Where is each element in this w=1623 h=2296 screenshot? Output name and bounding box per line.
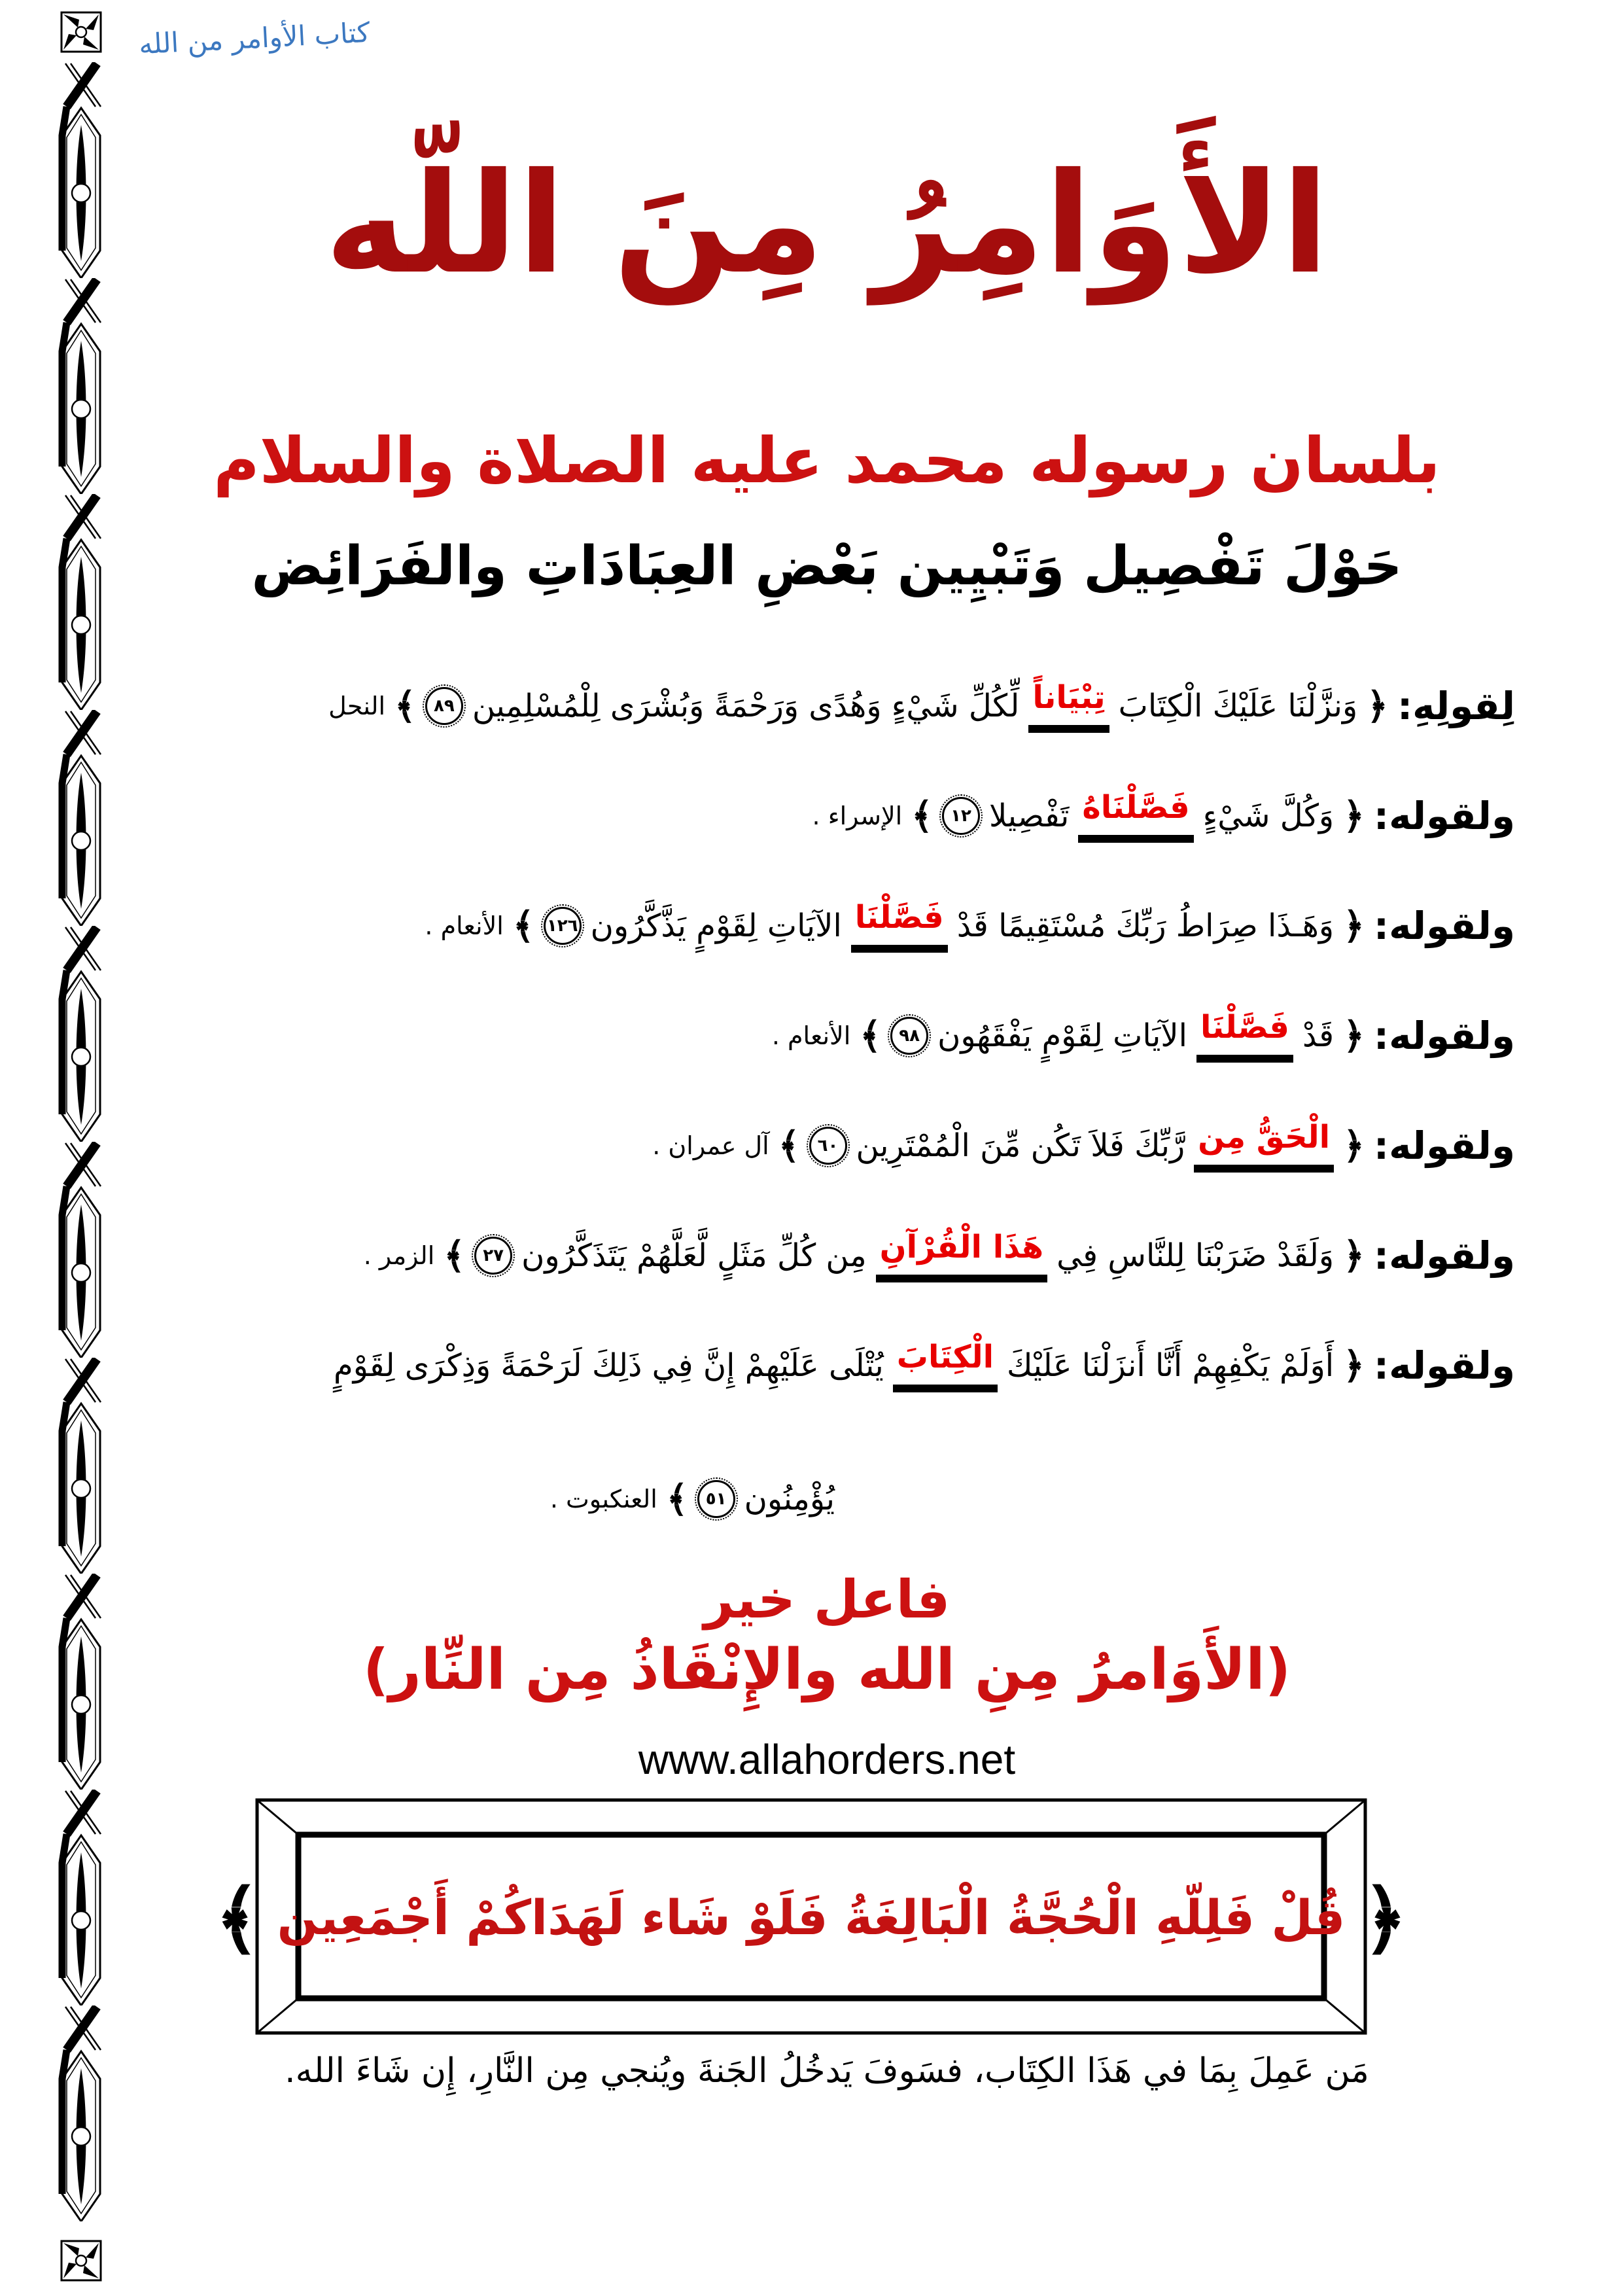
ayah-number-rosette: ٢٧: [474, 1237, 512, 1275]
ornate-close-paren-icon: ﴾: [778, 1124, 800, 1167]
highlighted-word: فَصَّلْنَاهُ: [1078, 789, 1193, 843]
surah-name: الأنعام .: [425, 911, 504, 940]
highlighted-word: فَصَّلْنَا: [1196, 1009, 1293, 1063]
verse-text: الآيَاتِ لِقَوْمٍ يَفْقَهُون: [937, 1017, 1188, 1054]
ornate-open-paren-icon: ﴿: [1343, 904, 1365, 947]
ayah-number-rosette: ١٢٦: [544, 907, 582, 945]
ornate-open-paren-icon: ﴿: [1343, 1234, 1365, 1277]
verse-text: وَهَـذَا صِرَاطُ رَبِّكَ مُسْتَقِيمًا قَدْ: [956, 908, 1335, 944]
verse-label: ولقوله:: [1373, 904, 1515, 948]
verse-row-3: [139, 871, 1515, 981]
surah-name: الزمر .: [363, 1241, 435, 1270]
verse-text: لِّكُلِّ شَيْءٍ وَهُدًى وَرَحْمَةً وَبُشْرَى لِلْمُسْلِمِين: [472, 688, 1020, 724]
verse-label: ولقوله:: [1373, 794, 1515, 838]
verse-label: لِقولِهِ:: [1397, 684, 1515, 728]
verse-row-7-continuation: [139, 1434, 1515, 1564]
surah-name: النحل: [328, 692, 386, 720]
framed-verse-content: [215, 1837, 1408, 1999]
verse-label: ولقوله:: [1373, 1014, 1515, 1058]
ayah-number-rosette: ٩٨: [890, 1017, 928, 1055]
ayah-number-rosette: ٥١: [697, 1480, 735, 1518]
verse-text: أَوَلَمْ يَكْفِهِمْ أَنَّا أَنزَلْنَا عَلَيْكَ: [1007, 1347, 1335, 1384]
highlighted-word: هَذَا الْقُرْآنِ: [876, 1229, 1047, 1282]
ornate-open-paren-icon: ﴿: [1343, 1344, 1365, 1387]
framed-verse-text: قُلْ فَلِلّهِ الْحُجَّةُ الْبَالِغَةُ فَلَوْ شَاء لَهَدَاكُمْ أَجْمَعِين: [277, 1890, 1346, 1946]
ornate-close-paren-icon: ﴾: [512, 904, 534, 947]
page-subtitle: بلسان رسوله محمد عليه الصلاة والسلام: [213, 424, 1440, 497]
ornate-close-paren-icon: ﴾: [444, 1234, 466, 1277]
verse-row-2: [139, 761, 1515, 871]
framed-verse-box: [215, 1798, 1408, 2035]
verse-text: وَكُلَّ شَيْءٍ: [1202, 798, 1335, 834]
verses-section: [139, 651, 1515, 1564]
ornate-close-paren-icon: ﴾: [394, 684, 416, 728]
ornate-close-paren-icon: ﴾: [911, 794, 933, 838]
page-title: الأَوَامِرُ مِنَ اللّه: [324, 143, 1329, 304]
verse-text: تَفْصِيلا: [988, 798, 1070, 834]
organization-title: (الأَوَامرُ مِنِ الله والإِنْقَاذُ مِن النِّار): [362, 1637, 1291, 1703]
ornate-open-paren-icon: ﴿: [1343, 794, 1365, 838]
ornate-open-paren-icon: ﴿: [1343, 1124, 1365, 1167]
ornate-open-paren-icon: ﴿: [1343, 1014, 1365, 1057]
corner-book-note: كتاب الأوامر من الله: [137, 16, 371, 61]
ornate-open-paren-icon: ﴿: [1367, 684, 1388, 728]
verse-label: ولقوله:: [1373, 1343, 1515, 1388]
verse-row-1: [139, 651, 1515, 761]
ayah-number-rosette: ٦٠: [809, 1127, 847, 1165]
verse-text: يُتْلَى عَلَيْهِمْ إِنَّ فِي ذَلِكَ لَرَحْمَةً وَذِكْرَى لِقَوْمٍ: [334, 1347, 884, 1384]
ayah-number-rosette: ١٢: [942, 797, 980, 835]
surah-name: آل عمران .: [652, 1131, 769, 1160]
verse-text: الآيَاتِ لِقَوْمٍ يَذَّكَّرُون: [590, 908, 842, 944]
verse-row-5: [139, 1091, 1515, 1201]
verse-row-7: [139, 1311, 1515, 1421]
border-chain-pattern: [58, 62, 105, 2221]
verse-text: وَلَقَدْ ضَرَبْنَا لِلنَّاسِ فِي: [1056, 1237, 1335, 1274]
verse-text: رَّبِّكَ فَلاَ تَكُن مِّنَ الْمُمْتَرِين: [856, 1127, 1185, 1164]
verse-label: ولقوله:: [1373, 1123, 1515, 1168]
highlighted-word: فَصَّلْنَا: [851, 899, 948, 953]
verse-text: وَنزَّلْنَا عَلَيْكَ الْكِتَابَ: [1118, 688, 1358, 724]
ornate-close-paren-icon: ﴾: [666, 1477, 688, 1521]
verse-text: قَدْ: [1302, 1017, 1335, 1054]
surah-name: الأنعام .: [771, 1021, 851, 1050]
charity-heading: فاعل خير: [703, 1569, 951, 1630]
verse-row-4: [139, 981, 1515, 1091]
closing-note: مَن عَمِلَ بِمَا في هَذَا الكِتَاب، فسَوفَ يَدخُلُ الجَنةَ ويُنجي مِن النَّارِ، إِن شَاءَ الله.: [285, 2051, 1369, 2091]
ayah-number-rosette: ٨٩: [425, 687, 463, 725]
verse-text: مِن كُلِّ مَثَلٍ لَّعَلَّهُمْ يَتَذَكَّرُون: [521, 1237, 867, 1274]
ornate-close-paren-icon: ﴾: [215, 1873, 260, 1964]
verse-text: يُؤْمِنُون: [744, 1481, 835, 1517]
ornate-close-paren-icon: ﴾: [860, 1014, 882, 1057]
highlighted-word: الْحَقُّ مِن: [1194, 1119, 1334, 1173]
highlighted-word: الْكِتَابَ: [893, 1339, 998, 1392]
surah-name: الإسراء .: [812, 802, 903, 830]
verse-label: ولقوله:: [1373, 1233, 1515, 1278]
ornate-open-paren-icon: ﴿: [1362, 1873, 1408, 1964]
verse-row-6: [139, 1201, 1515, 1311]
page-tagline: حَوْلَ تَفْصِيل وَتَبْيِين بَعْضِ العِبَادَاتِ والفَرَائِض: [251, 535, 1403, 597]
surah-name: العنكبوت .: [550, 1485, 657, 1513]
highlighted-word: تِبْيَاناً: [1028, 679, 1109, 733]
website-url: www.allahorders.net: [638, 1736, 1016, 1783]
ornamental-border: [58, 0, 105, 2296]
